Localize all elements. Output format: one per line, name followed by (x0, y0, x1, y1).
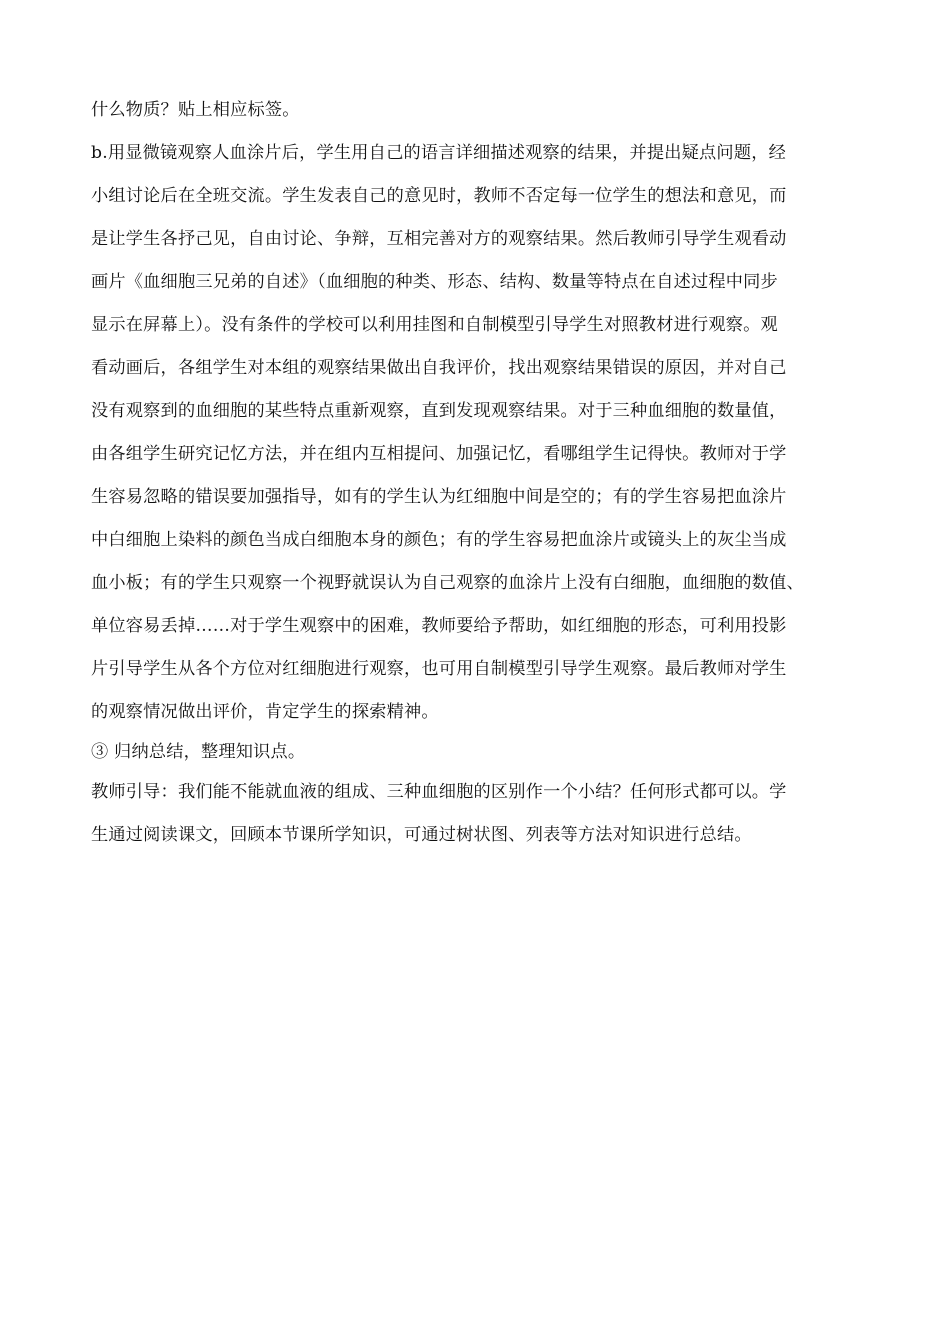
text-line-6: 显示在屏幕上）。没有条件的学校可以利用挂图和自制模型引导学生对照教材进行观察。观 (91, 315, 778, 335)
text-line-13: 单位容易丢掉……对于学生观察中的困难，教师要给予帮助，如红细胞的形态，可利用投影 (91, 616, 787, 636)
text-line-9: 由各组学生研究记忆方法，并在组内互相提问、加强记忆，看哪组学生记得快。教师对于学 (91, 444, 787, 464)
text-line-7: 看动画后，各组学生对本组的观察结果做出自我评价，找出观察结果错误的原因，并对自己 (91, 358, 787, 378)
text-line-18: 生通过阅读课文，回顾本节课所学知识，可通过树状图、列表等方法对知识进行总结。 (91, 825, 752, 845)
text-line-1: 什么物质？贴上相应标签。 (91, 100, 300, 120)
text-line-16: ③ 归纳总结，整理知识点。 (91, 742, 306, 762)
text-line-14: 片引导学生从各个方位对红细胞进行观察，也可用自制模型引导学生观察。最后教师对学生 (91, 659, 787, 679)
text-line-15: 的观察情况做出评价，肯定学生的探索精神。 (91, 702, 439, 722)
text-line-4: 是让学生各抒己见，自由讨论、争辩，互相完善对方的观察结果。然后教师引导学生观看动 (91, 229, 787, 249)
text-line-8: 没有观察到的血细胞的某些特点重新观察，直到发现观察结果。对于三种血细胞的数量值， (91, 401, 787, 421)
text-line-3: 小组讨论后在全班交流。学生发表自己的意见时，教师不否定每一位学生的想法和意见，而 (91, 186, 787, 206)
text-line-11: 中白细胞上染料的颜色当成白细胞本身的颜色；有的学生容易把血涂片或镜头上的灰尘当成 (91, 530, 787, 550)
text-line-2: b.用显微镜观察人血涂片后，学生用自己的语言详细描述观察的结果，并提出疑点问题，经 (91, 143, 786, 163)
text-line-12: 血小板；有的学生只观察一个视野就误认为自己观察的血涂片上没有白细胞，血细胞的数值、 (91, 573, 804, 593)
text-line-10: 生容易忽略的错误要加强指导，如有的学生认为红细胞中间是空的；有的学生容易把血涂片 (91, 487, 787, 507)
text-line-17: 教师引导：我们能不能就血液的组成、三种血细胞的区别作一个小结？任何形式都可以。学 (91, 782, 787, 802)
text-line-5: 画片《血细胞三兄弟的自述》（血细胞的种类、形态、结构、数量等特点在自述过程中同步 (91, 272, 778, 292)
